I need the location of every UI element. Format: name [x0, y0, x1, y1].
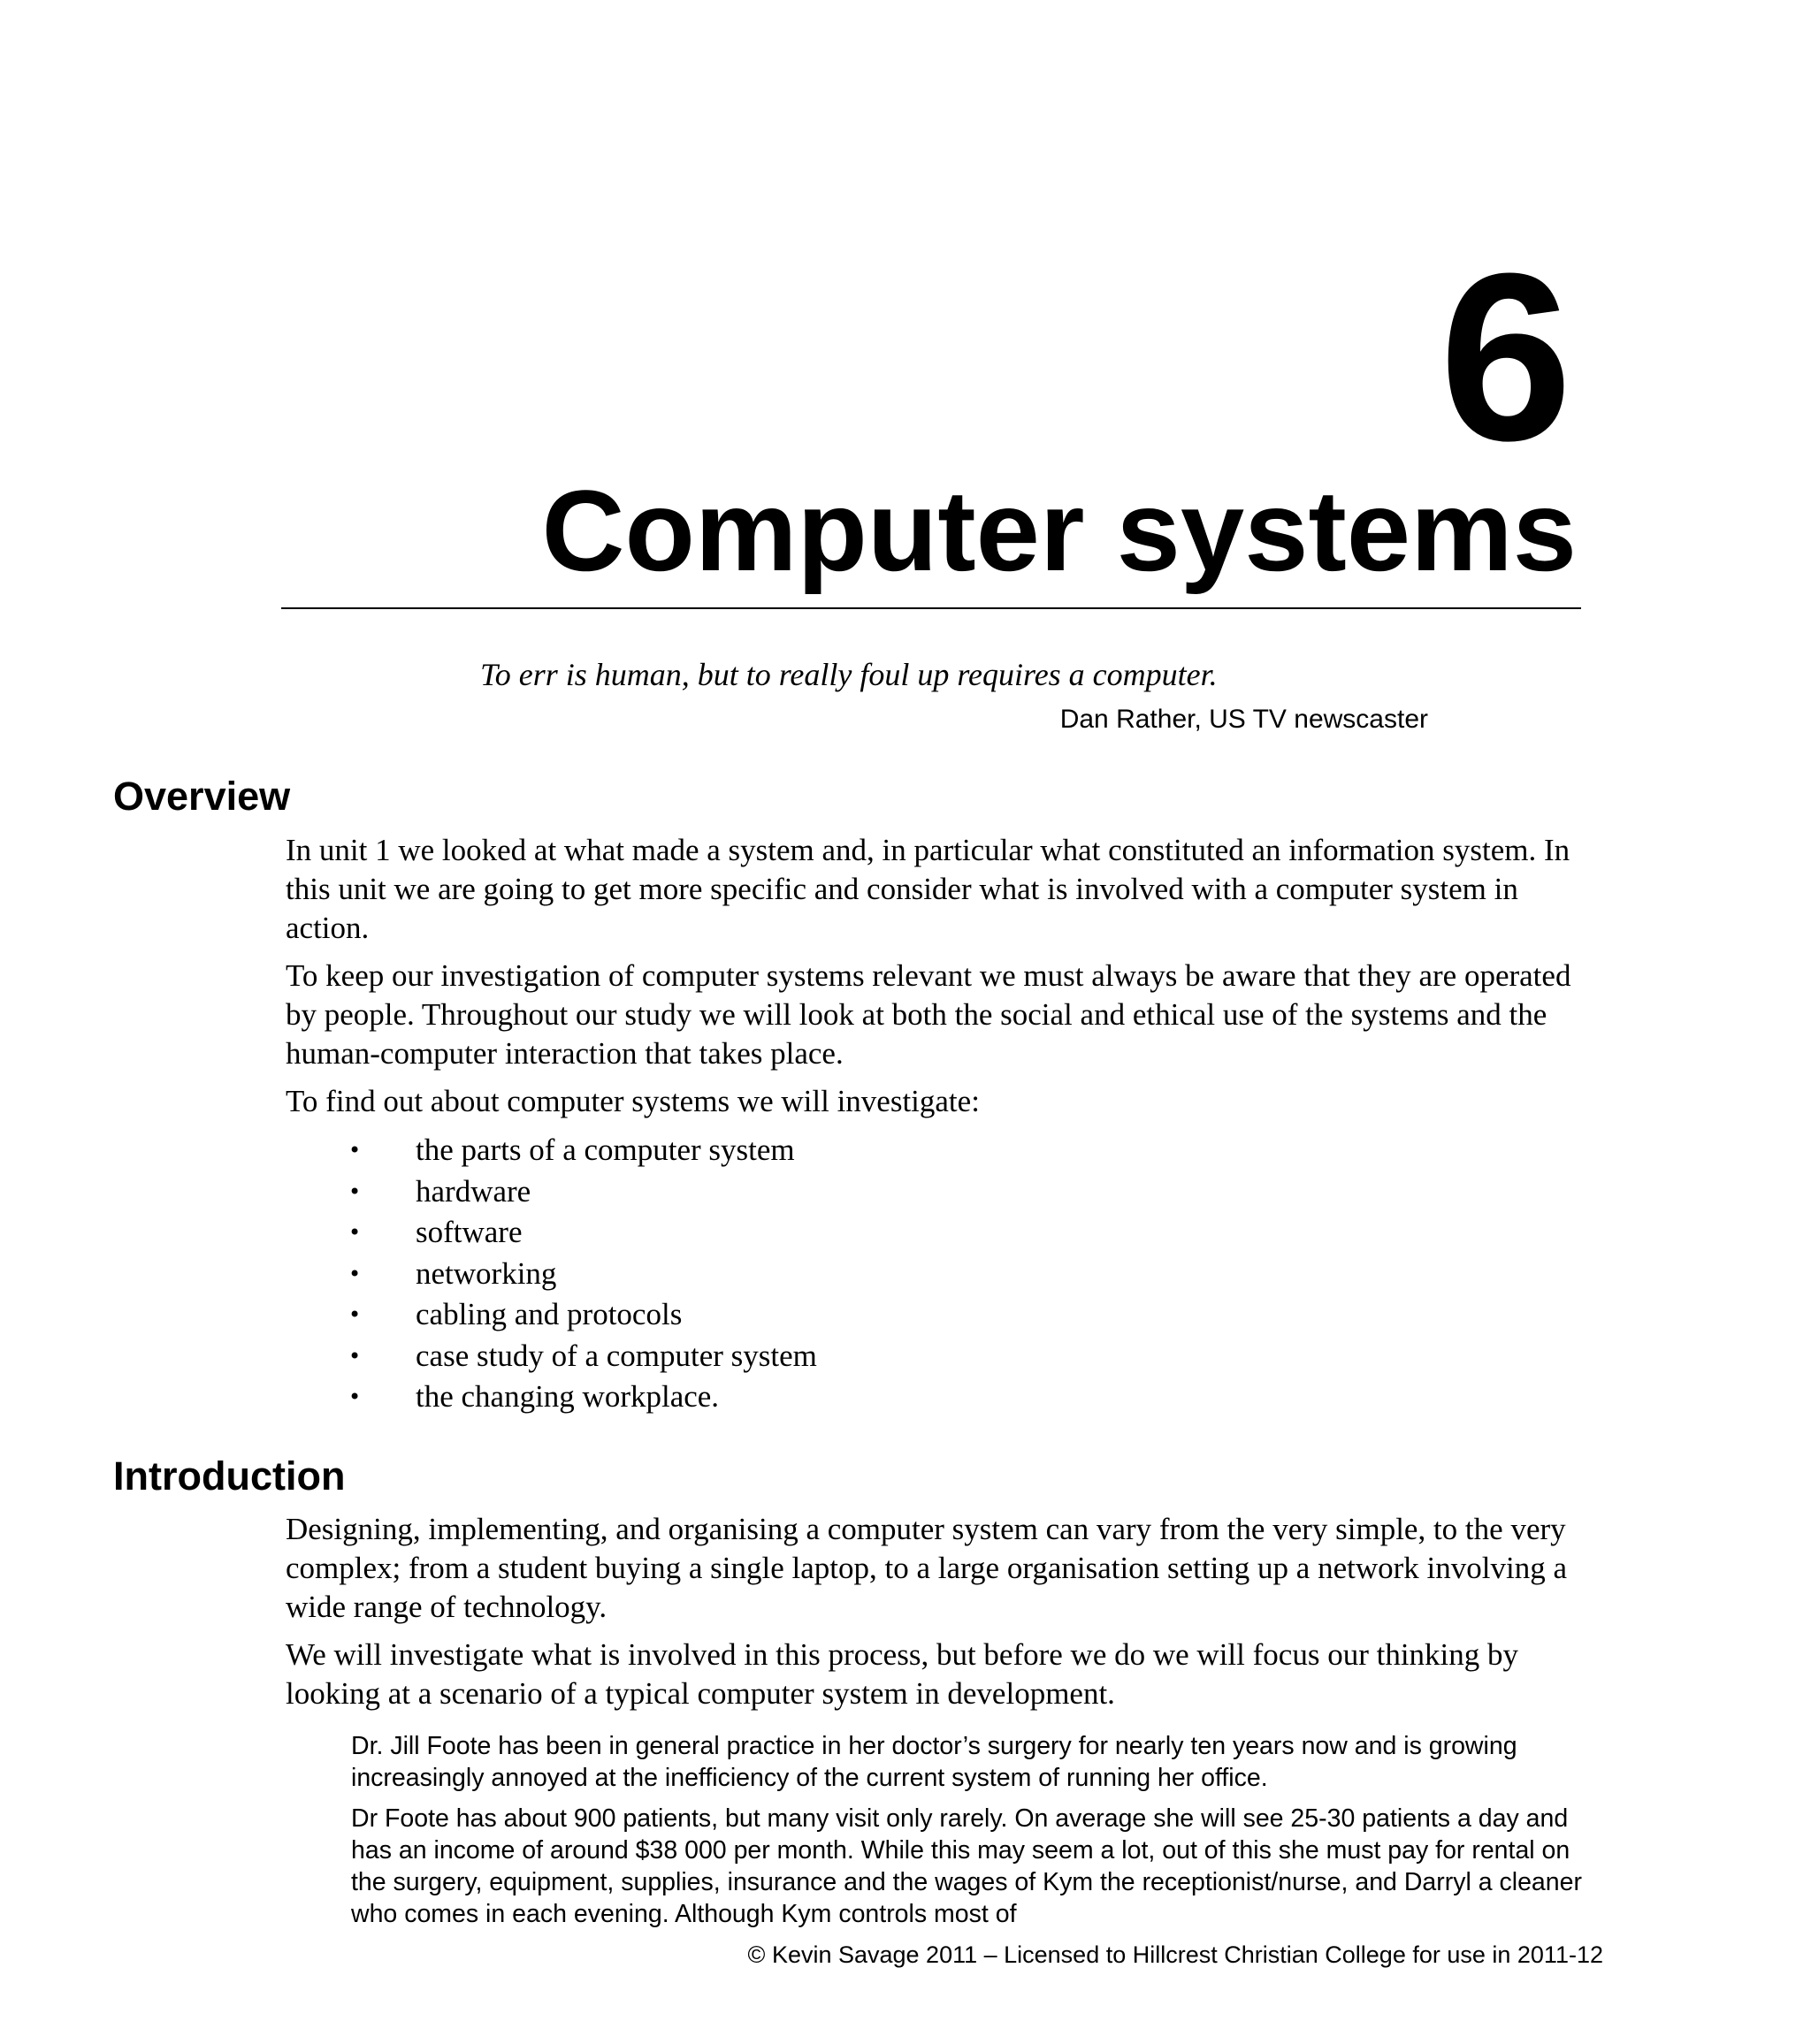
title-divider	[281, 607, 1581, 609]
overview-paragraph: In unit 1 we looked at what made a system and, in particular what constituted an information system. In this unit we are going to get more specific and consider what is involved with a computer system in action.	[286, 833, 1570, 945]
bullet-icon: •	[348, 1302, 362, 1327]
epigraph-attribution: Dan Rather, US TV newscaster	[1059, 705, 1428, 734]
topic-list	[286, 1130, 1586, 1418]
overview-heading: Overview	[113, 774, 291, 819]
topic-list-item	[286, 1254, 1586, 1295]
bullet-icon: •	[348, 1178, 362, 1204]
topic-label: cabling and protocols	[416, 1297, 683, 1331]
topic-label: hardware	[416, 1173, 531, 1209]
introduction-heading: Introduction	[113, 1453, 346, 1499]
topic-list-item	[286, 1171, 1586, 1213]
introduction-paragraph: We will investigate what is involved in this process, but before we do we will focus our thinking by looking at a scenario of a typical computer system in development.	[286, 1637, 1519, 1711]
topic-label: the changing workplace.	[416, 1379, 720, 1414]
overview-paragraph: To keep our investigation of computer systems relevant we must always be aware that they are operated by people. Throughout our study we will look at both the social and ethical use of the systems and the human-computer interaction that takes place.	[286, 958, 1571, 1071]
topic-label: case study of a computer system	[416, 1338, 817, 1373]
chapter-number: 6	[1439, 225, 1572, 491]
topic-label: networking	[416, 1255, 557, 1291]
case-study-paragraph: Dr Foote has about 900 patients, but many visit only rarely. On average she will see 25-30 patients a day and has an income of around $38 000 per month. While this may seem a lot, out of this she must pay for rental on the surgery, equipment, supplies, insurance and the wages of Kym the receptionist/nurse, and Darryl a cleaner who comes in each evening. Although Kym controls most of	[351, 1804, 1582, 1928]
topic-list-item	[286, 1130, 1586, 1171]
topic-list-item	[286, 1336, 1586, 1377]
case-study-block	[351, 1730, 1589, 1939]
bullet-icon: •	[348, 1384, 362, 1409]
bullet-icon: •	[348, 1138, 362, 1163]
epigraph-quote: To err is human, but to really foul up requires a computer.	[480, 657, 1218, 692]
bullet-icon: •	[348, 1343, 362, 1369]
introduction-paragraph: Designing, implementing, and organising a computer system can vary from the very simple, to the very complex; from a student buying a single laptop, to a large organisation setting up a network involving a wide range of technology.	[286, 1512, 1567, 1624]
introduction-body	[286, 1510, 1586, 1722]
topic-label: software	[416, 1215, 523, 1249]
overview-paragraph: To find out about computer systems we will investigate:	[286, 1084, 980, 1118]
copyright-footer: © Kevin Savage 2011 – Licensed to Hillcrest Christian College for use in 2011-12	[747, 1941, 1603, 1968]
topic-label: the parts of a computer system	[416, 1133, 795, 1167]
topic-list-item	[286, 1294, 1586, 1336]
bullet-icon: •	[348, 1220, 362, 1245]
case-study-paragraph: Dr. Jill Foote has been in general practice in her doctor’s surgery for nearly ten years now and is growing increasingly annoyed at the inefficiency of the current system of running her office.	[351, 1732, 1517, 1792]
overview-body	[286, 831, 1586, 1418]
bullet-icon: •	[348, 1261, 362, 1286]
topic-list-item	[286, 1377, 1586, 1418]
chapter-title: Computer systems	[541, 466, 1577, 595]
topic-list-item	[286, 1212, 1586, 1254]
